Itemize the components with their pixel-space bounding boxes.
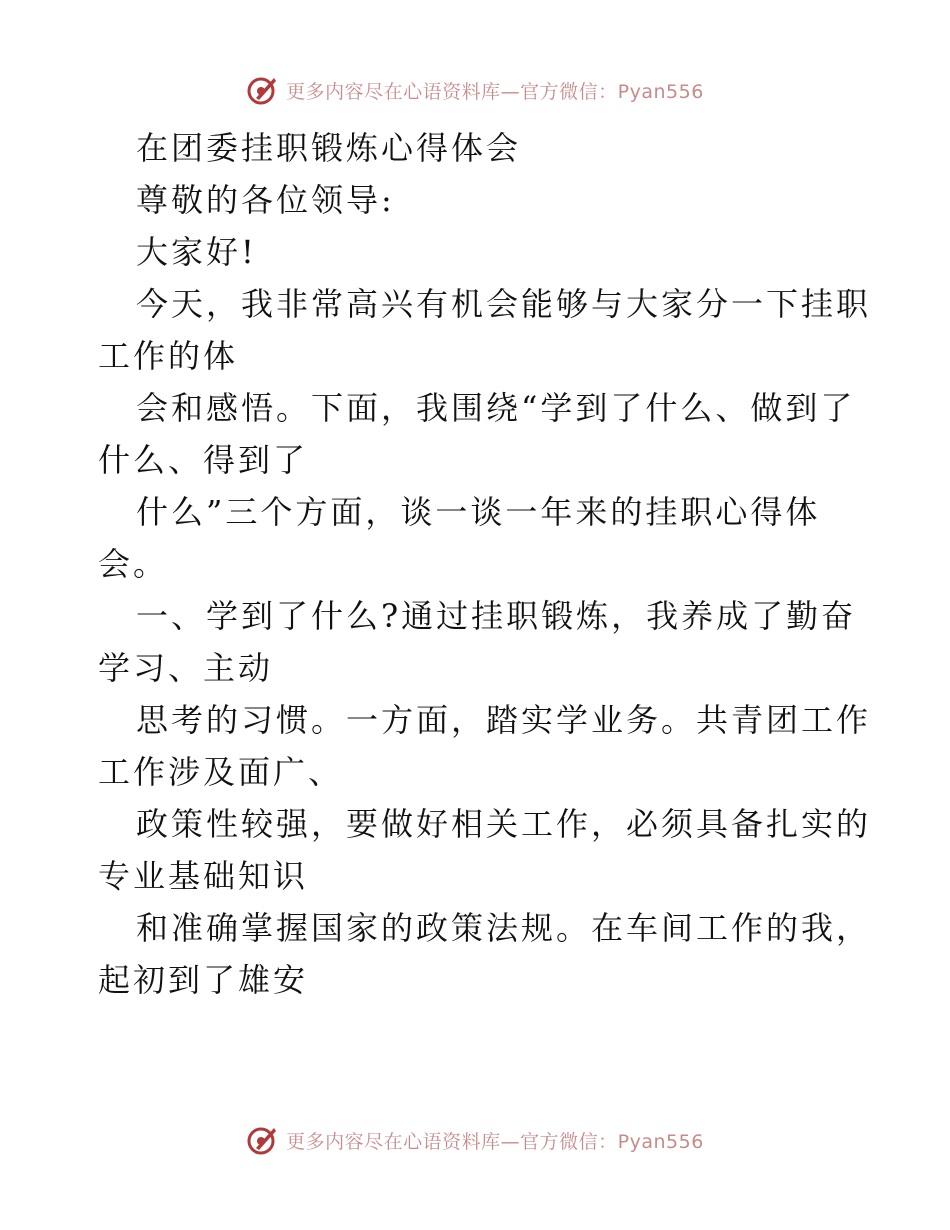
text-line: 思考的习惯。一方面，踏实学业务。共青团工作 [136, 701, 872, 739]
text-line: 会。 [98, 545, 169, 583]
text-line: 政策性较强，要做好相关工作，必须具备扎实的 [136, 805, 872, 843]
text-line: 学习、主动 [98, 649, 274, 687]
text-line: 工作的体 [98, 337, 239, 375]
header-watermark-banner [0, 70, 950, 110]
text-line: 专业基础知识 [98, 857, 309, 895]
text-line: 什么”三个方面，谈一谈一年来的挂职心得体 [136, 493, 821, 531]
text-line: 在团委挂职锻炼心得体会 [136, 129, 522, 167]
text-line: 和准确掌握国家的政策法规。在车间工作的我， [136, 909, 872, 947]
text-line: 今天，我非常高兴有机会能够与大家分一下挂职 [136, 285, 872, 323]
text-line: 会和感悟。下面，我围绕“学到了什么、做到了 [136, 389, 856, 427]
text-line: 大家好! [136, 233, 257, 271]
text-line: 什么、得到了 [98, 441, 309, 479]
header-watermark-text: 更多内容尽在心语资料库—官方微信：Pyan556 [286, 80, 704, 103]
footer-watermark-banner [0, 1120, 950, 1160]
text-line: 工作涉及面广、 [98, 753, 344, 791]
text-line: 起初到了雄安 [98, 961, 309, 999]
text-line: 尊敬的各位领导: [136, 181, 395, 219]
footer-watermark-text: 更多内容尽在心语资料库—官方微信：Pyan556 [286, 1130, 704, 1153]
quill-logo-icon [246, 73, 280, 107]
document-body [98, 122, 872, 1006]
text-line: 一、学到了什么?通过挂职锻炼，我养成了勤奋 [136, 597, 857, 635]
quill-logo-icon [246, 1123, 280, 1157]
